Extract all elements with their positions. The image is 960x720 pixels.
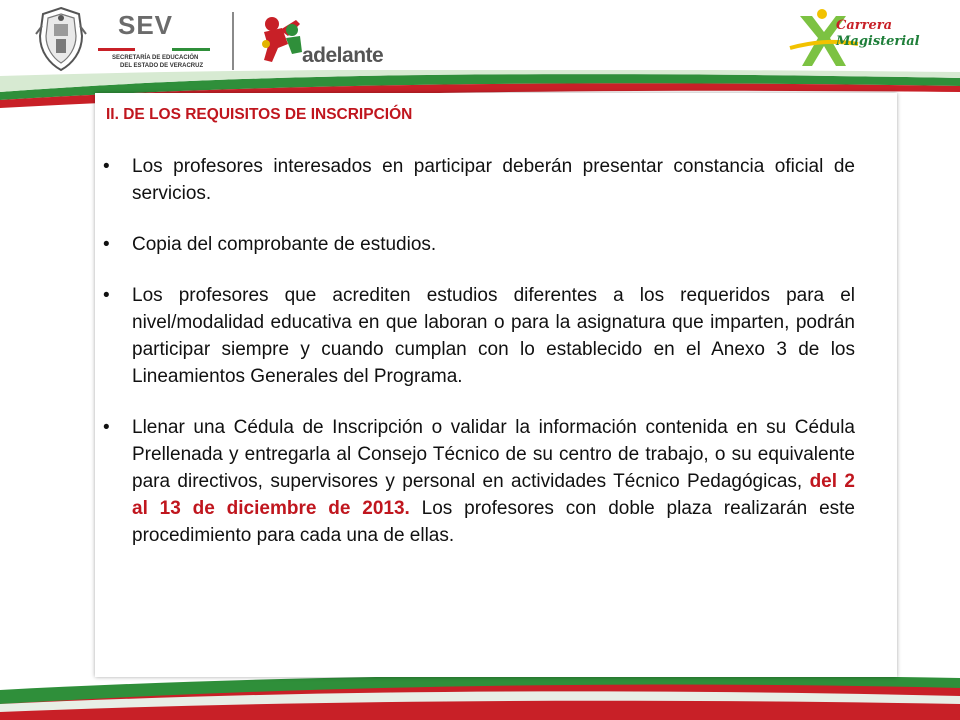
list-item-text [132, 417, 855, 546]
list-item-text-part: Los profesores con doble plaza realizarán este procedimiento para cada una de ellas. [132, 498, 855, 546]
deadline-highlight: del 2 al 13 de diciembre de 2013. [132, 471, 855, 519]
sev-logo-stripe [98, 48, 210, 51]
list-item [103, 153, 855, 207]
veracruz-seal-icon [34, 6, 88, 72]
section-title: II. DE LOS REQUISITOS DE INSCRIPCIÓN [106, 106, 413, 123]
list-item [103, 231, 855, 258]
list-item-text: Los profesores que acrediten estudios diferentes a los requeridos para el nivel/modalidad educativa en que laboran o para la asignatura que imparten, podrán participar siempre y cuando cumplan con lo establecido en el Anexo 3 de los Lineamientos Generales del Programa. [132, 285, 855, 387]
list-item-text: Los profesores interesados en participar deberán presentar constancia oficial de servicios. [132, 156, 855, 204]
list-item [103, 282, 855, 390]
carrera-logo-text: Carrera [836, 18, 893, 33]
bullet-icon: • [103, 417, 110, 438]
list-item-text: Copia del comprobante de estudios. [132, 234, 437, 255]
adelante-logo-text: adelante [302, 44, 384, 67]
sev-logo [98, 10, 214, 72]
sev-logo-title: SEV [118, 10, 174, 40]
bullet-icon: • [103, 234, 110, 255]
bullet-icon: • [103, 285, 110, 306]
slide-header [0, 0, 960, 78]
magisterial-logo-text: Magisterial [836, 34, 920, 49]
list-item-text-part: Llenar una Cédula de Inscripción o validar la información contenida en su Cédula Prellenada y entregarla al Consejo Técnico de su centro de trabajo, o su equivalente para directivos, supervisores y personal en actividades Técnico Pedagógicas, [132, 417, 855, 492]
header-divider [232, 12, 234, 70]
sev-logo-subtitle-1: SECRETARÍA DE EDUCACIÓN [112, 55, 199, 61]
sev-logo-subtitle-2: DEL ESTADO DE VERACRUZ [120, 63, 204, 69]
list-item [103, 414, 855, 549]
bullet-icon: • [103, 156, 110, 177]
content-panel [95, 93, 897, 677]
requirements-list [103, 153, 855, 573]
